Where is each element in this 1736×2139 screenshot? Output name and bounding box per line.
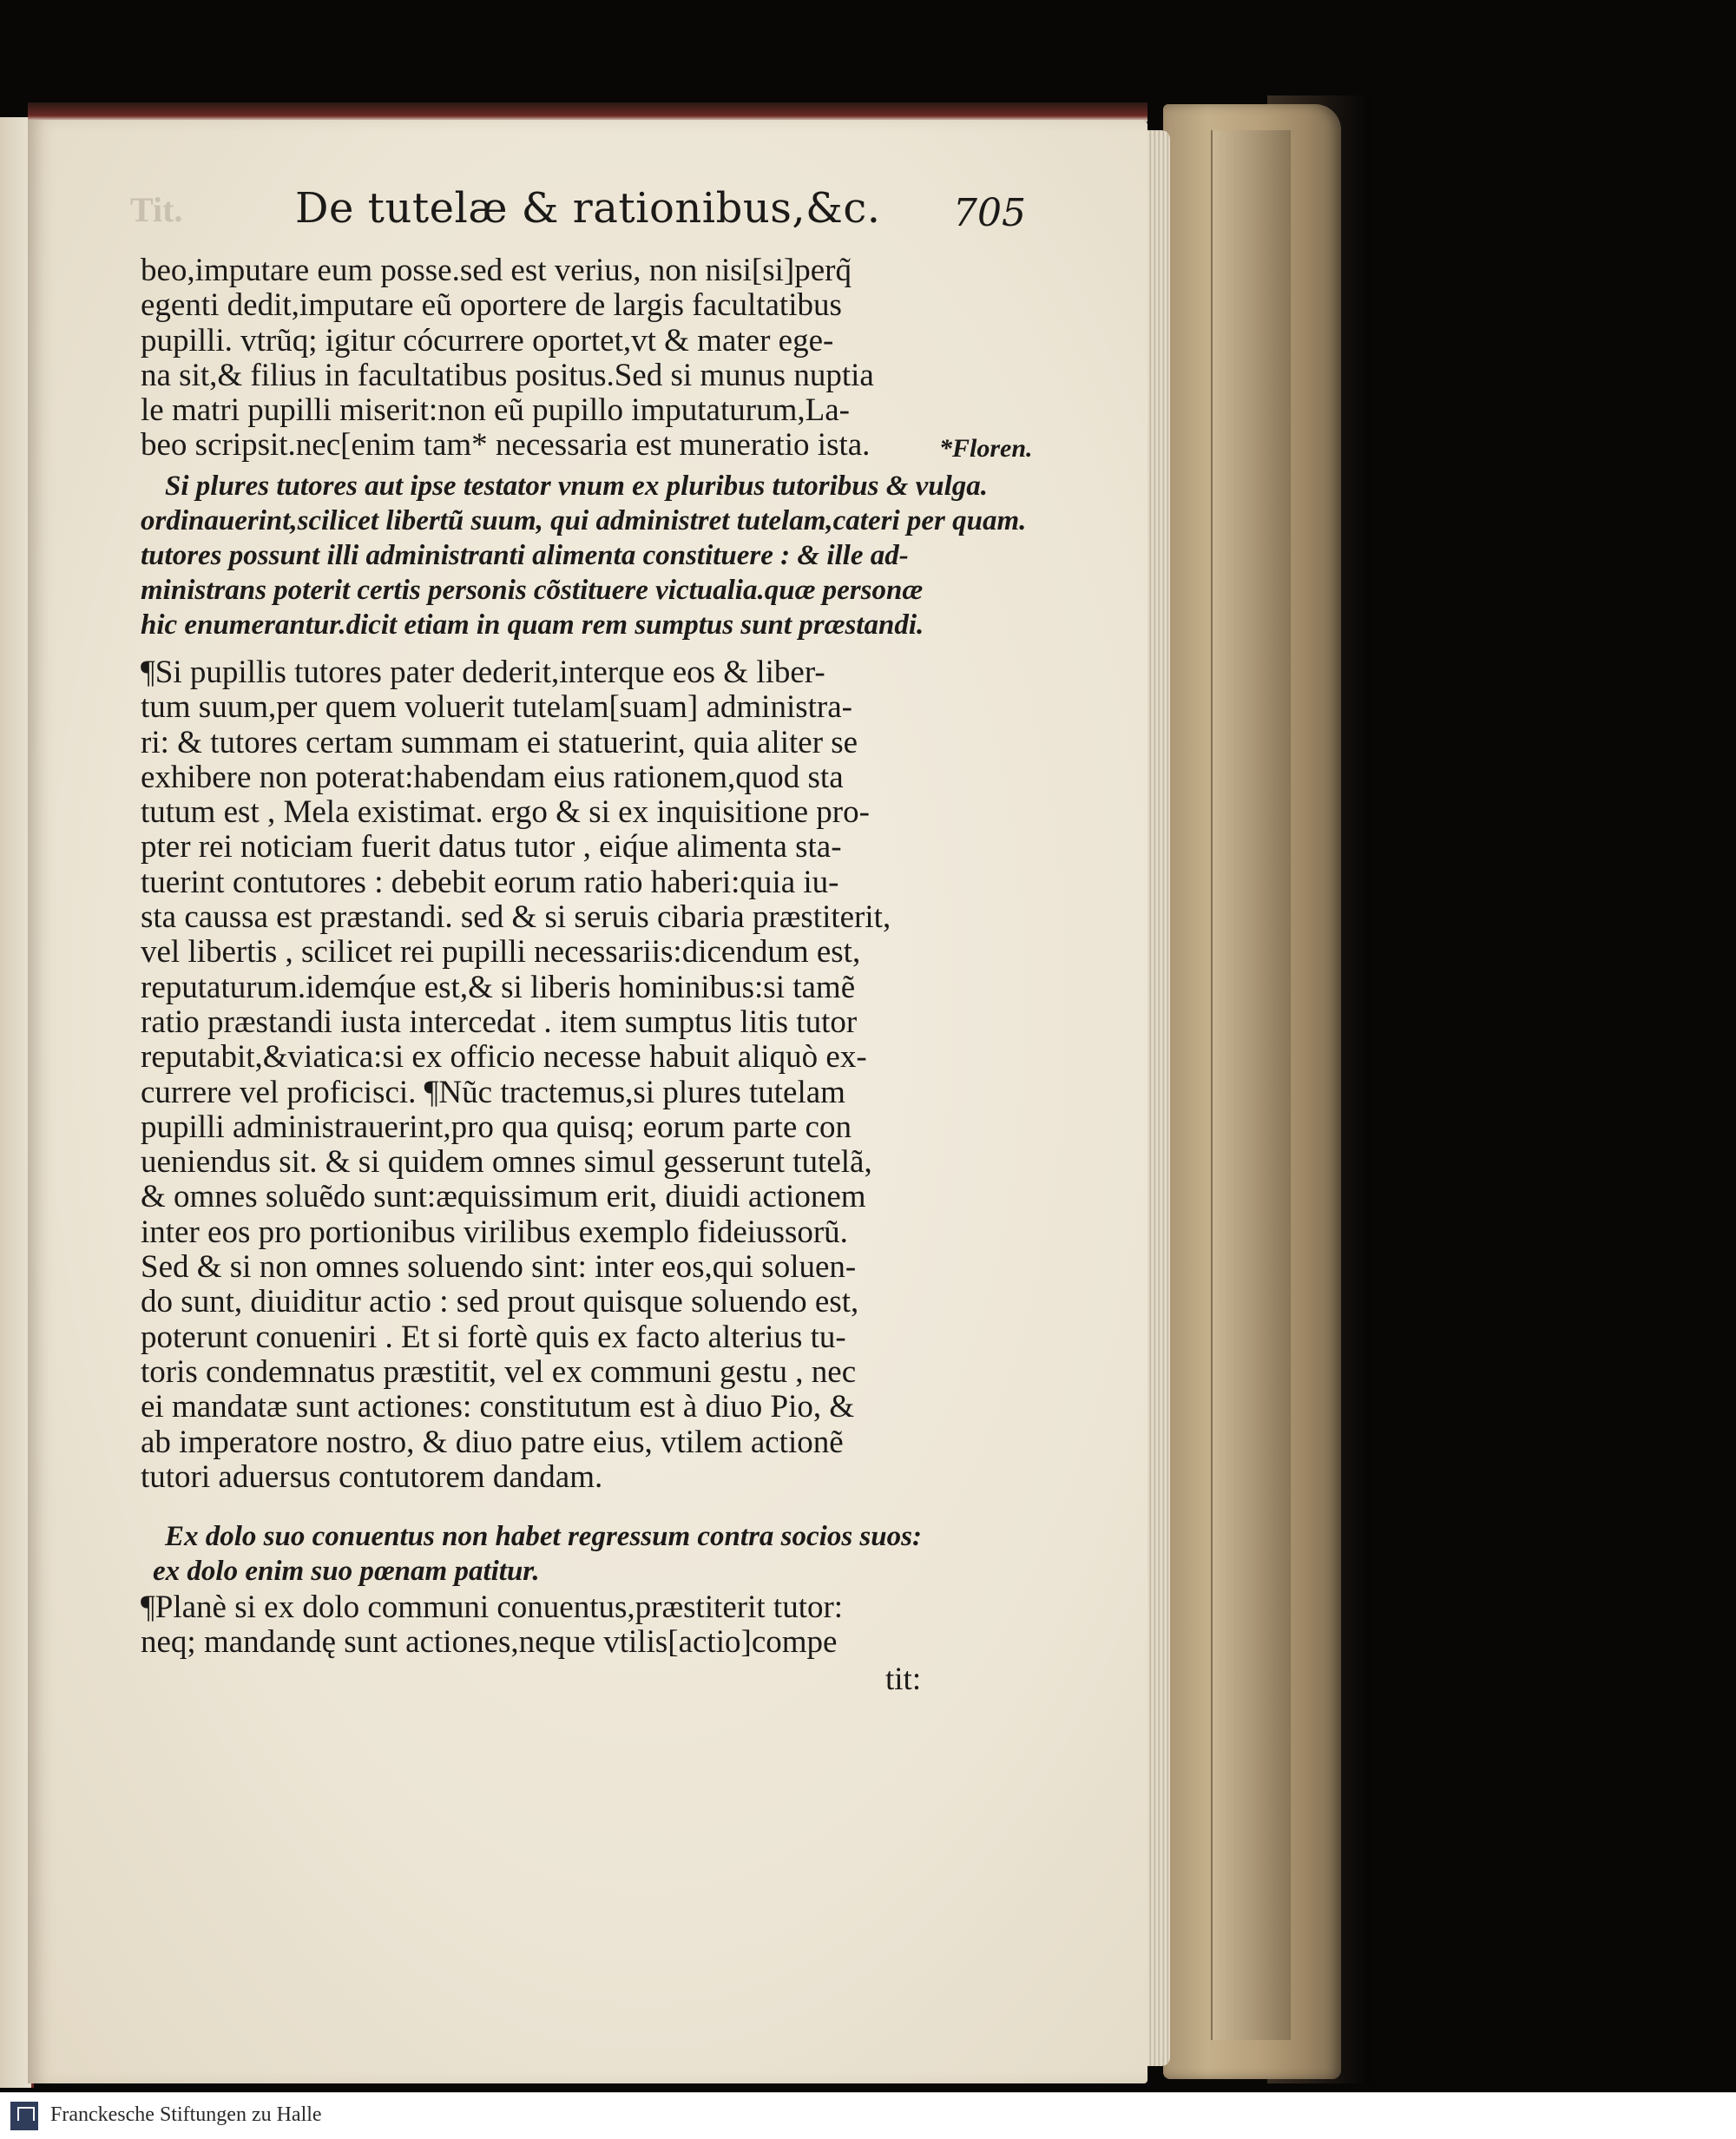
text-line: poterunt conueniri . Et si fortè quis ex facto alterius tu- (141, 1319, 846, 1355)
summary-line: tutores possunt illi administranti alimenta constituere : & ille ad- (141, 540, 909, 571)
text-line: & omnes soluẽdo sunt:æquissimum erit, diuidi actionem (141, 1179, 866, 1215)
marginal-note: *Floren. (939, 434, 1033, 463)
text-line: neq; mandandę sunt actiones,neque vtilis[actio]compe (141, 1624, 838, 1661)
text-line: ab imperatore nostro, & diuo patre eius, vtilem actionẽ (141, 1424, 844, 1460)
text-line: reputabit,&viatica:si ex officio necesse habuit aliquò ex- (141, 1039, 867, 1076)
summary-line: Ex dolo suo conuentus non habet regressum contra socios suos: (165, 1521, 922, 1552)
institution-logo-icon (10, 2102, 38, 2130)
text-line: ratio præstandi iusta intercedat . item sumptus litis tutor (141, 1004, 858, 1040)
text-line: beo,imputare eum posse.sed est verius, non nisi[si]perq̃ (141, 253, 852, 288)
paragraph-three (141, 1590, 843, 1661)
text-line: ei mandatæ sunt actiones: constitutum est à diuo Pio, & (141, 1389, 855, 1425)
summary-line: Si plures tutores aut ipse testator vnum ex pluribus tutoribus & vulga. (165, 471, 989, 502)
text-line: ri: & tutores certam summam ei statuerint, quia aliter se (141, 724, 858, 760)
summary-line: ministrans poterit certis personis cõstituere victualia.quæ personæ (141, 575, 924, 606)
footer-bar (0, 2092, 1736, 2139)
text-line: Sed & si non omnes soluendo sint: inter eos,qui soluen- (141, 1249, 857, 1286)
text-line: beo scripsit.nec[enim tam* necessaria est muneratio ista. (141, 427, 871, 464)
summary-line: ordinauerint,scilicet libertũ suum, qui administret tutelam,cateri per quam. (141, 505, 1027, 536)
text-line: ueniendus sit. & si quidem omnes simul gesserunt tutelã, (141, 1144, 872, 1181)
text-line: toris condemnatus præstitit, vel ex communi gestu , nec (141, 1353, 857, 1390)
text-line: inter eos pro portionibus virilibus exemplo fideiussorũ. (141, 1214, 848, 1250)
text-line: ¶Planè si ex dolo communi conuentus,præstiterit tutor: (141, 1589, 844, 1625)
text-line: tutum est , Mela existimat. ergo & si ex inquisitione pro- (141, 794, 870, 831)
text-line: vel libertis , scilicet rei pupilli necessariis:dicendum est, (141, 934, 861, 971)
text-line: pupilli administrauerint,pro qua quisq; eorum parte con (141, 1109, 852, 1145)
summary-line: ex dolo enim suo pœnam patitur. (153, 1556, 540, 1587)
page-top-edge (28, 102, 1147, 122)
paragraph-one (141, 253, 874, 464)
text-line: currere vel proficisci. ¶Nũc tractemus,si plures tutelam (141, 1074, 845, 1110)
text-line: le matri pupilli miserit:non eũ pupillo imputaturum,La- (141, 392, 850, 429)
running-title: De tutelæ & rationibus,&c. (295, 184, 881, 233)
text-line: do sunt, diuiditur actio : sed prout quisque soluendo est, (141, 1284, 859, 1320)
catchword: tit: (885, 1662, 922, 1697)
bleed-through-text: Tit. (130, 190, 183, 229)
summary-one (141, 469, 1027, 642)
text-line: na sit,& filius in facultatibus positus.Sed si munus nuptia (141, 357, 874, 393)
text-line: exhibere non poterat:habendam eius rationem,quod sta (141, 759, 844, 795)
page-number: 705 (953, 191, 1026, 235)
text-line: tuerint contutores : debebit eorum ratio haberi:quia iu- (141, 864, 839, 900)
logo-mark-icon (17, 2107, 35, 2121)
paragraph-two (141, 655, 891, 1495)
summary-line: hic enumerantur.dicit etiam in quam rem sumptus sunt præstandi. (141, 609, 924, 641)
text-line: egenti dedit,imputare eũ oportere de largis facultatibus (141, 287, 842, 324)
institution-name: Franckesche Stiftungen zu Halle (50, 2103, 322, 2126)
vellum-fold (1211, 130, 1291, 2040)
text-line: sta caussa est præstandi. sed & si seruis cibaria præstiterit, (141, 899, 891, 936)
text-line: pupilli. vtrũq; igitur cócurrere oportet,vt & mater ege- (141, 322, 834, 359)
text-line: pter rei noticiam fuerit datus tutor , eiq́ue alimenta sta- (141, 829, 842, 865)
text-line: tum suum,per quem voluerit tutelam[suam] administra- (141, 689, 852, 726)
text-line: ¶Si pupillis tutores pater dederit,interque eos & liber- (141, 655, 825, 690)
text-line: reputaturum.idemq́ue est,& si liberis hominibus:si tamẽ (141, 969, 856, 1005)
summary-two (153, 1519, 922, 1589)
text-line: tutori aduersus contutorem dandam. (141, 1458, 603, 1495)
